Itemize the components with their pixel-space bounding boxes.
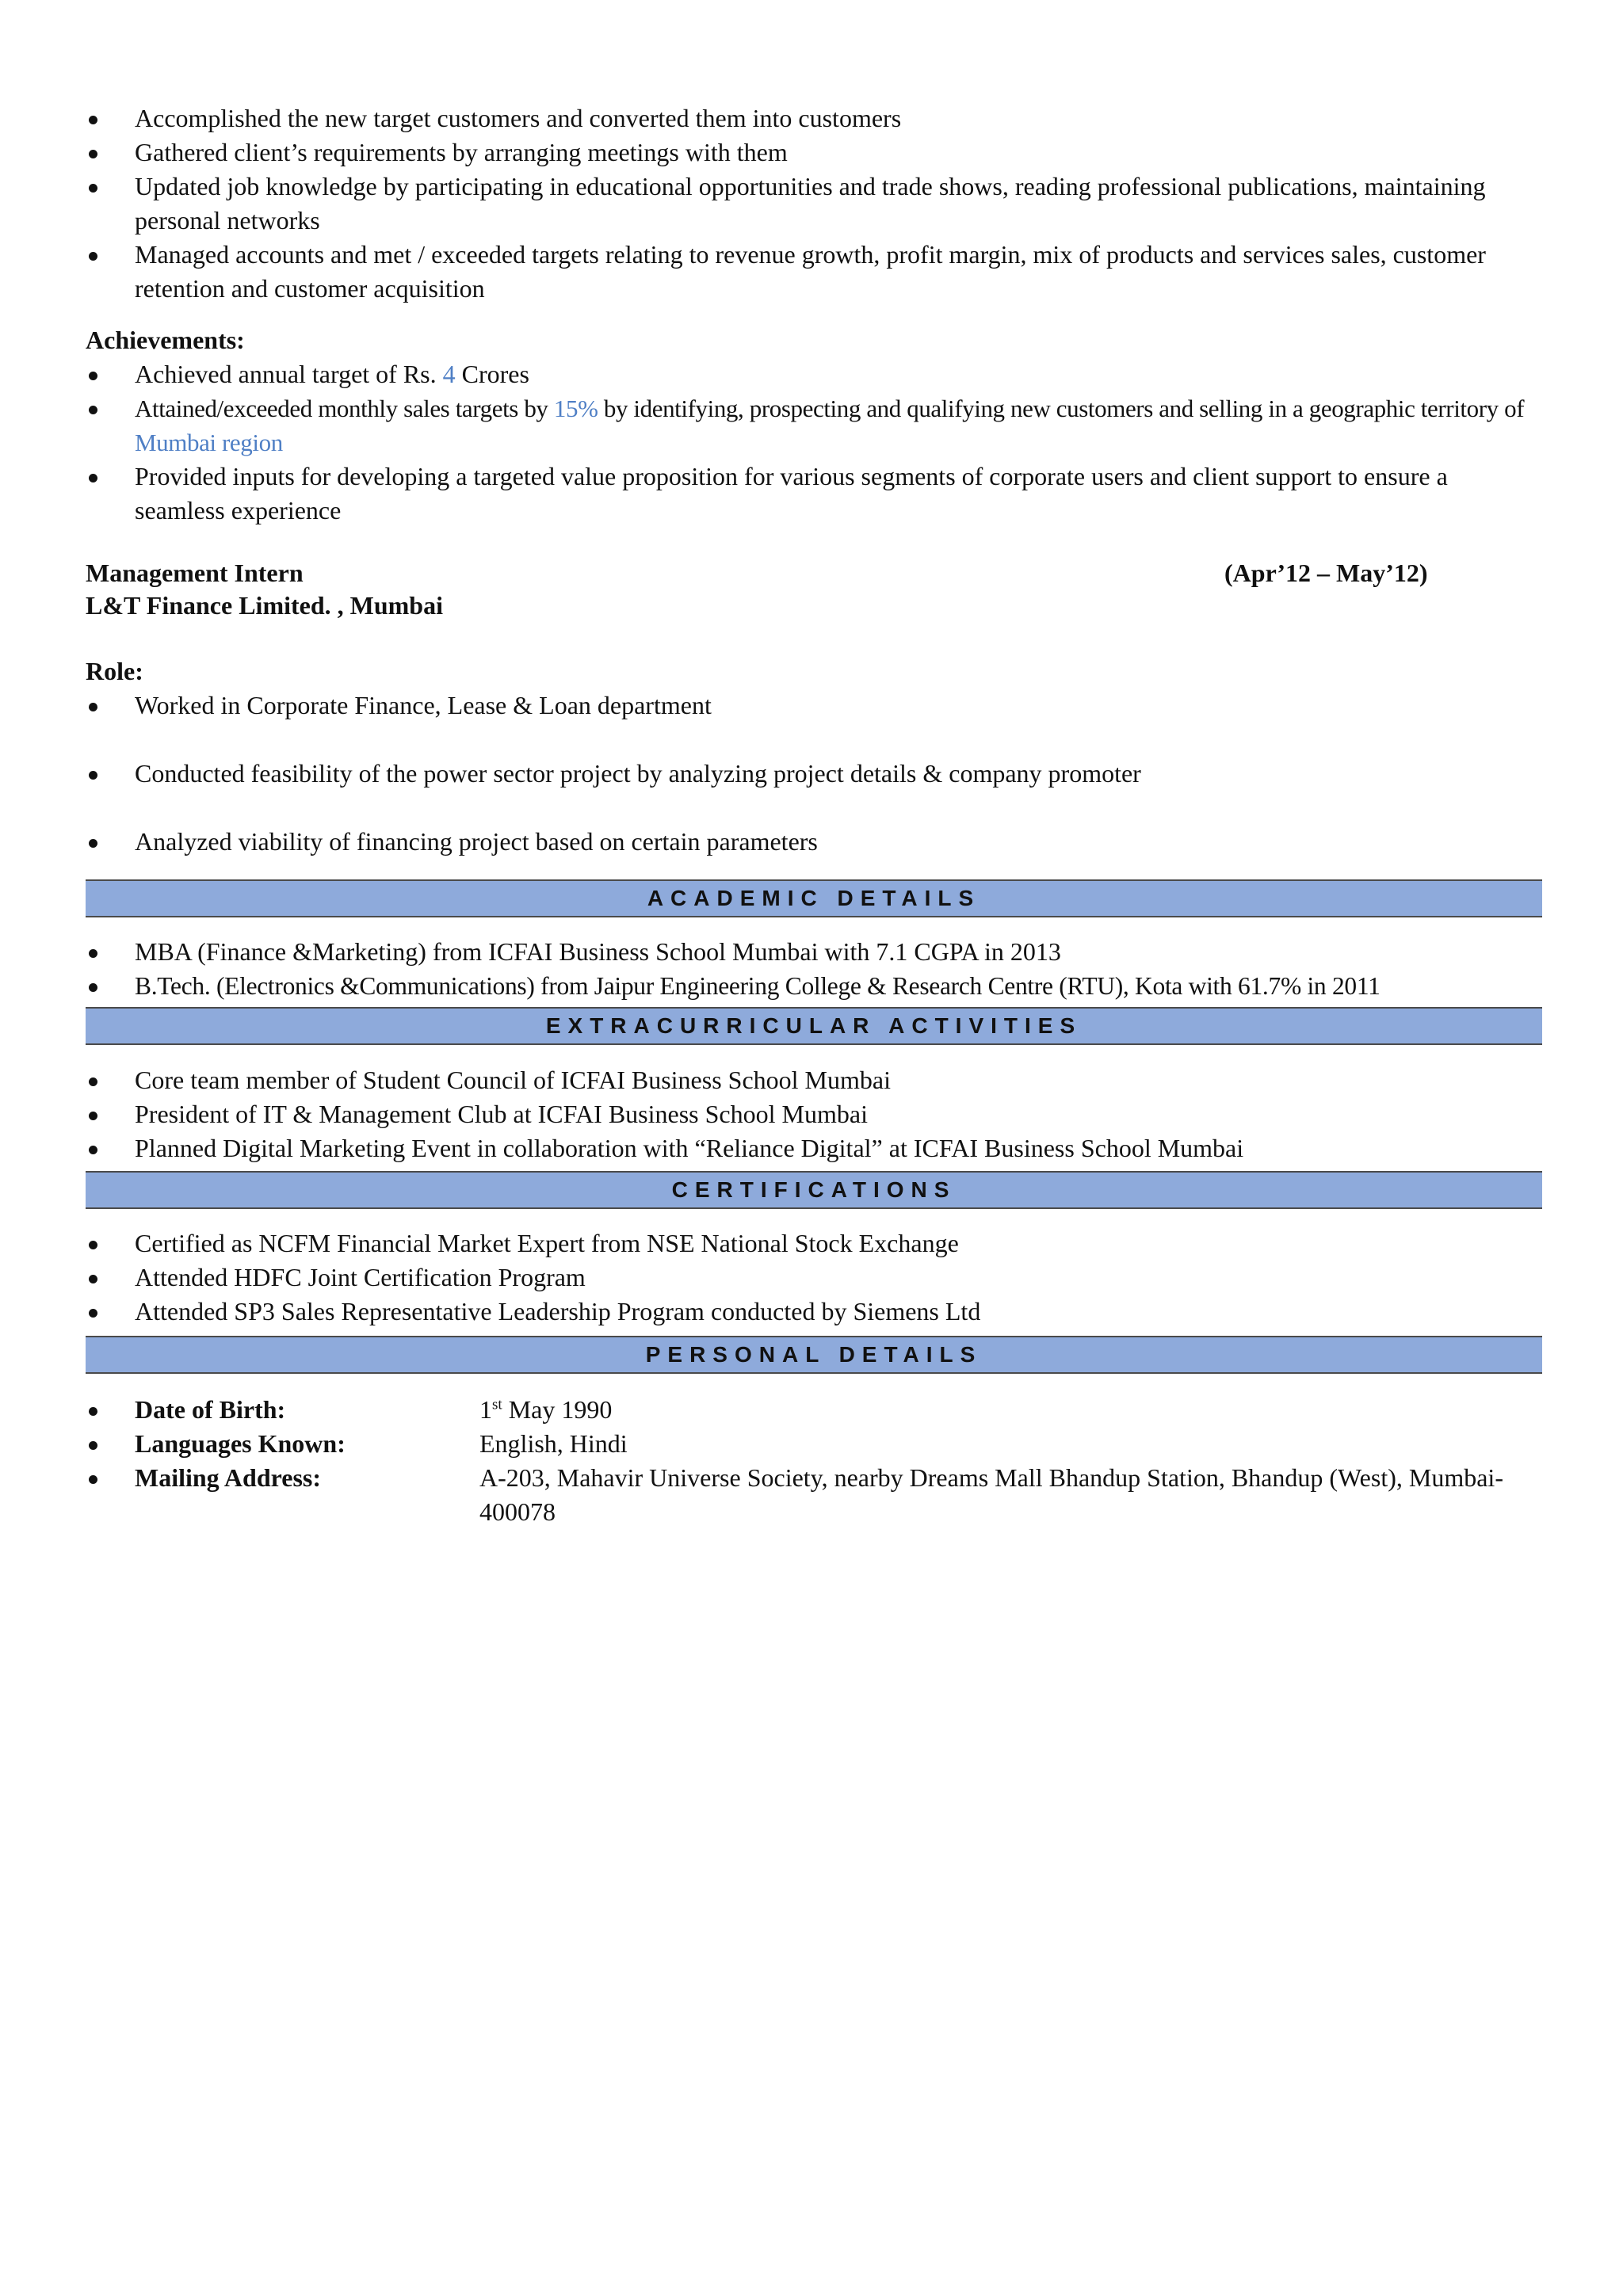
- section-header-certifications: CERTIFICATIONS: [86, 1171, 1542, 1209]
- academic-list: [86, 935, 1542, 1003]
- certifications-list: [86, 1226, 1542, 1329]
- personal-detail-row: [86, 1393, 1542, 1427]
- list-item: Gathered client’s requirements by arranging meetings with them: [86, 135, 1542, 170]
- job-header: [86, 556, 1542, 589]
- dob-ordinal: st: [492, 1396, 502, 1413]
- job-title: Management Intern: [86, 559, 304, 587]
- list-item: Attended HDFC Joint Certification Program: [86, 1261, 1542, 1295]
- company-name: L&T Finance Limited. , Mumbai: [86, 591, 443, 620]
- languages-value: English, Hindi: [479, 1429, 628, 1458]
- extracurricular-list: [86, 1063, 1542, 1165]
- list-item: Certified as NCFM Financial Market Expert from NSE National Stock Exchange: [86, 1226, 1542, 1261]
- achievement-item: [86, 391, 1542, 460]
- personal-detail-row: [86, 1461, 1542, 1529]
- dob-rest: May 1990: [502, 1395, 613, 1424]
- dob-day: 1: [479, 1395, 492, 1424]
- address-label: Mailing Address:: [135, 1463, 321, 1492]
- role-list: [86, 688, 1542, 859]
- achievement-text: Attained/exceeded monthly sales targets by: [135, 395, 554, 422]
- list-item: MBA (Finance &Marketing) from ICFAI Business School Mumbai with 7.1 CGPA in 2013: [86, 935, 1542, 969]
- personal-detail-row: [86, 1427, 1542, 1461]
- list-item: B.Tech. (Electronics &Communications) from Jaipur Engineering College & Research Centre (RTU), Kota with 61.7% in 2011: [86, 969, 1542, 1003]
- target-value-highlight: 4: [442, 360, 456, 388]
- list-item: Accomplished the new target customers and converted them into customers: [86, 101, 1542, 135]
- list-item: Worked in Corporate Finance, Lease & Loan department: [86, 688, 1542, 723]
- dob-label: Date of Birth:: [135, 1395, 286, 1424]
- section-header-academic: ACADEMIC DETAILS: [86, 879, 1542, 917]
- achievement-text: by identifying, prospecting and qualifying new customers and selling in a geographic territory of: [598, 395, 1525, 422]
- section-header-personal: PERSONAL DETAILS: [86, 1336, 1542, 1374]
- percent-highlight: 15%: [553, 395, 598, 422]
- achievements-list: [86, 357, 1542, 528]
- achievement-item: Provided inputs for developing a targeted value proposition for various segments of corporate users and client support to ensure a seamless experience: [86, 460, 1542, 528]
- resume-page: [86, 101, 1542, 1529]
- list-item: President of IT & Management Club at ICFAI Business School Mumbai: [86, 1097, 1542, 1131]
- region-highlight: Mumbai region: [135, 429, 283, 456]
- responsibilities-list: [86, 101, 1542, 306]
- list-item: Analyzed viability of financing project based on certain parameters: [86, 825, 1542, 859]
- languages-label: Languages Known:: [135, 1429, 346, 1458]
- job-dates: (Apr’12 – May’12): [1224, 559, 1428, 587]
- achievement-text: Crores: [455, 360, 529, 388]
- role-heading: Role:: [86, 657, 143, 685]
- list-item: Conducted feasibility of the power sector project by analyzing project details & company promoter: [86, 757, 1542, 791]
- list-item: Planned Digital Marketing Event in collaboration with “Reliance Digital” at ICFAI Business School Mumbai: [86, 1131, 1542, 1165]
- achievements-heading: Achievements:: [86, 326, 245, 354]
- list-item: Core team member of Student Council of ICFAI Business School Mumbai: [86, 1063, 1542, 1097]
- personal-details-list: [86, 1393, 1542, 1529]
- address-value: A-203, Mahavir Universe Society, nearby Dreams Mall Bhandup Station, Bhandup (West), Mumbai- 400078: [479, 1463, 1503, 1526]
- list-item: Updated job knowledge by participating in educational opportunities and trade shows, reading professional publications, maintaining personal networks: [86, 170, 1542, 238]
- list-item: Managed accounts and met / exceeded targets relating to revenue growth, profit margin, mix of products and services sales, customer retention and customer acquisition: [86, 238, 1542, 306]
- achievement-item: [86, 357, 1542, 391]
- achievement-text: Achieved annual target of Rs.: [135, 360, 443, 388]
- dob-value: [479, 1393, 1542, 1427]
- list-item: Attended SP3 Sales Representative Leadership Program conducted by Siemens Ltd: [86, 1295, 1542, 1329]
- section-header-extracurricular: EXTRACURRICULAR ACTIVITIES: [86, 1007, 1542, 1045]
